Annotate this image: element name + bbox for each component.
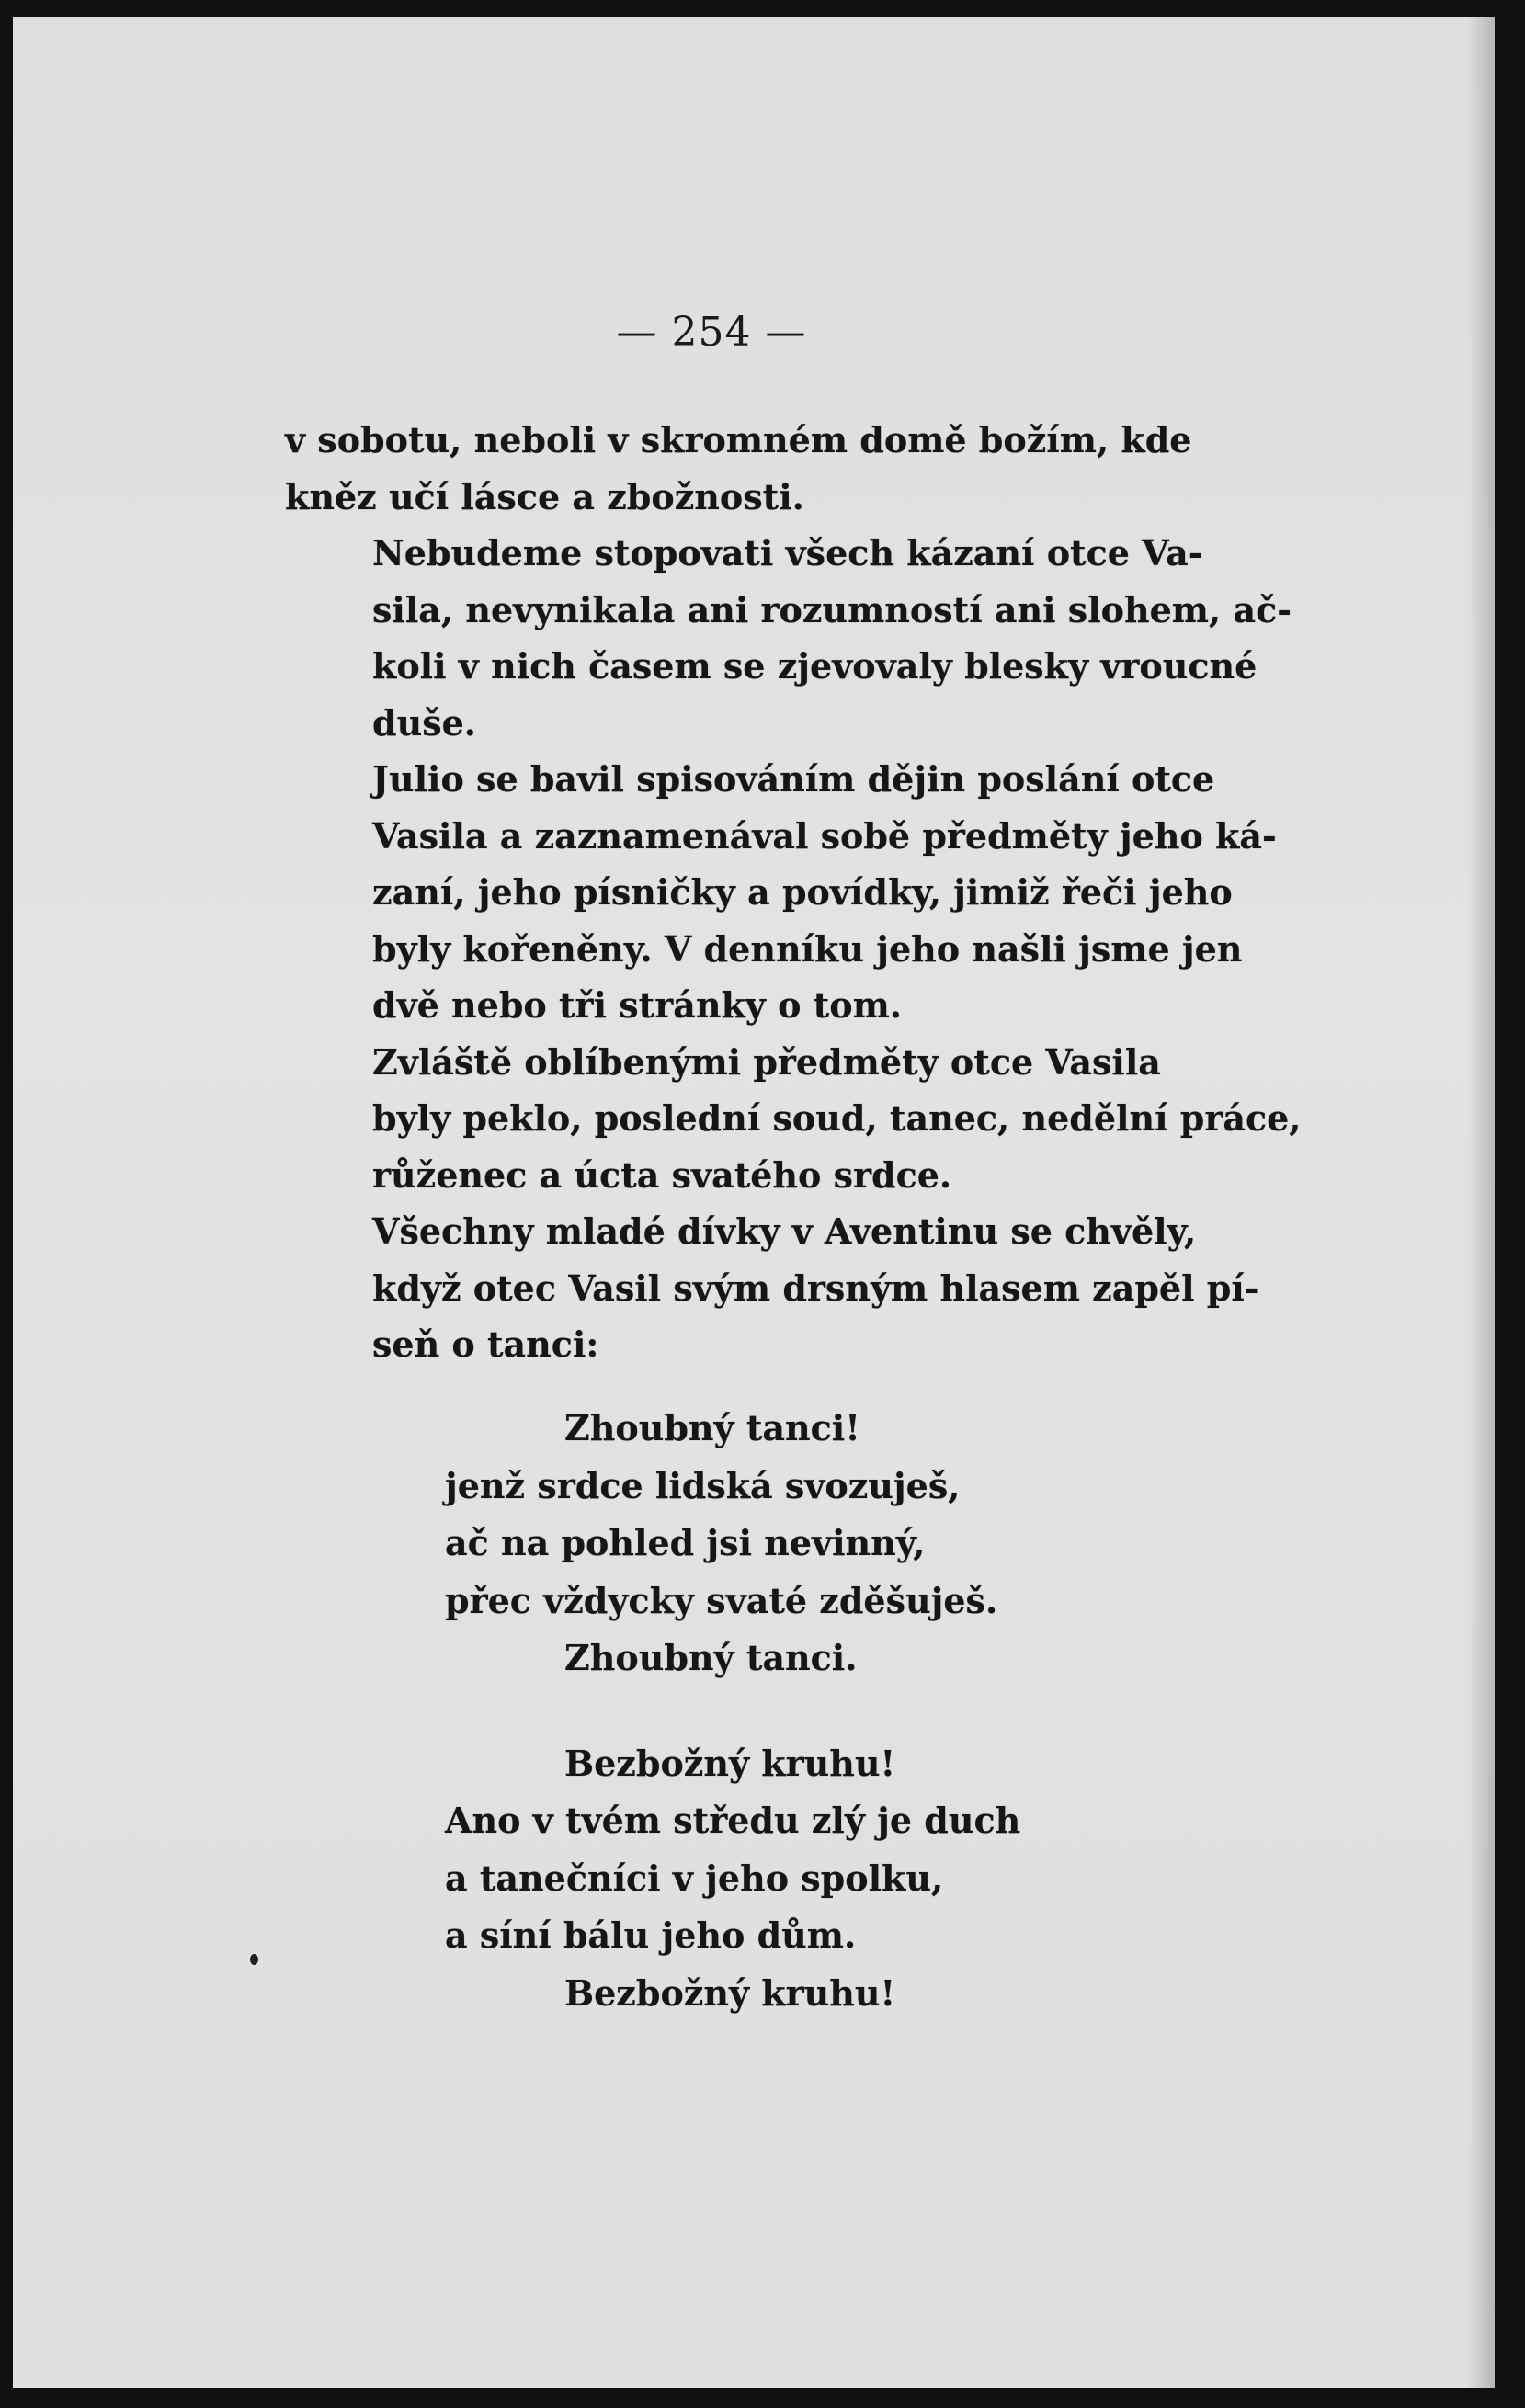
text-line: seň o tanci: [372,1323,599,1365]
text-line: kněz učí lásce a zbožnosti. [285,475,804,517]
poem-line: ač na pohled jsi nevinný, [445,1522,926,1563]
poem-line: jenž srdce lidská svozuješ, [445,1464,961,1506]
page-edge-shadow [1467,17,1495,2388]
text-line: dvě nebo tři stránky o tom. [372,984,903,1026]
poem-line: a tanečníci v jeho spolku, [445,1857,944,1899]
text-line: růženec a úcta svatého srdce. [372,1153,952,1196]
prose-body [285,412,1322,1373]
text-line: Vasila a zaznamenával sobě předměty jeho ká- [372,814,1277,857]
ink-speck [250,1954,258,1965]
book-page [13,17,1495,2388]
paragraph [285,1034,1322,1204]
poem-line: přec vždycky svaté zděšuješ. [445,1579,998,1621]
text-line: Nebudeme stopovati všech kázaní otce Va- [372,532,1203,574]
text-line: když otec Vasil svým drsným hlasem zapěl pí- [372,1266,1259,1309]
text-line: Všechny mladé dívky v Aventinu se chvěly, [372,1210,1197,1252]
text-line: koli v nich časem se zjevovaly blesky vroucné [372,645,1258,687]
poem-line: a síní bálu jeho dům. [445,1914,857,1956]
poem [445,1400,1020,2070]
paragraph [285,751,1322,1034]
poem-stanza [445,1735,1020,2023]
text-line: Julio se bavil spisováním dějin poslání otce [372,758,1215,800]
paragraph [285,1203,1322,1373]
text-line: zaní, jeho písničky a povídky, jimiž řeči jeho [372,871,1233,913]
text-line: duše. [372,701,476,744]
paragraph [285,412,1322,525]
poem-line: Ano v tvém středu zlý je duch [445,1800,1021,1841]
text-line: byly peklo, poslední soud, tanec, nedělní práce, [372,1097,1302,1139]
poem-refrain-line: Bezbožný kruhu! [564,1742,896,1784]
page-number: — 254 — [616,309,807,356]
text-line: sila, nevynikala ani rozumností ani slohem, ač- [372,588,1292,630]
text-line: byly kořeněny. V denníku jeho našli jsme jen [372,927,1243,970]
paragraph [285,525,1322,751]
poem-refrain-line: Zhoubný tanci! [564,1407,860,1448]
poem-stanza [445,1400,1020,1687]
poem-refrain-line: Zhoubný tanci. [564,1637,858,1678]
text-line: v sobotu, neboli v skromném domě božím, kde [285,419,1192,460]
poem-refrain-line: Bezbožný kruhu! [564,1971,896,2014]
text-line: Zvláště oblíbenými předměty otce Vasila [372,1040,1161,1083]
